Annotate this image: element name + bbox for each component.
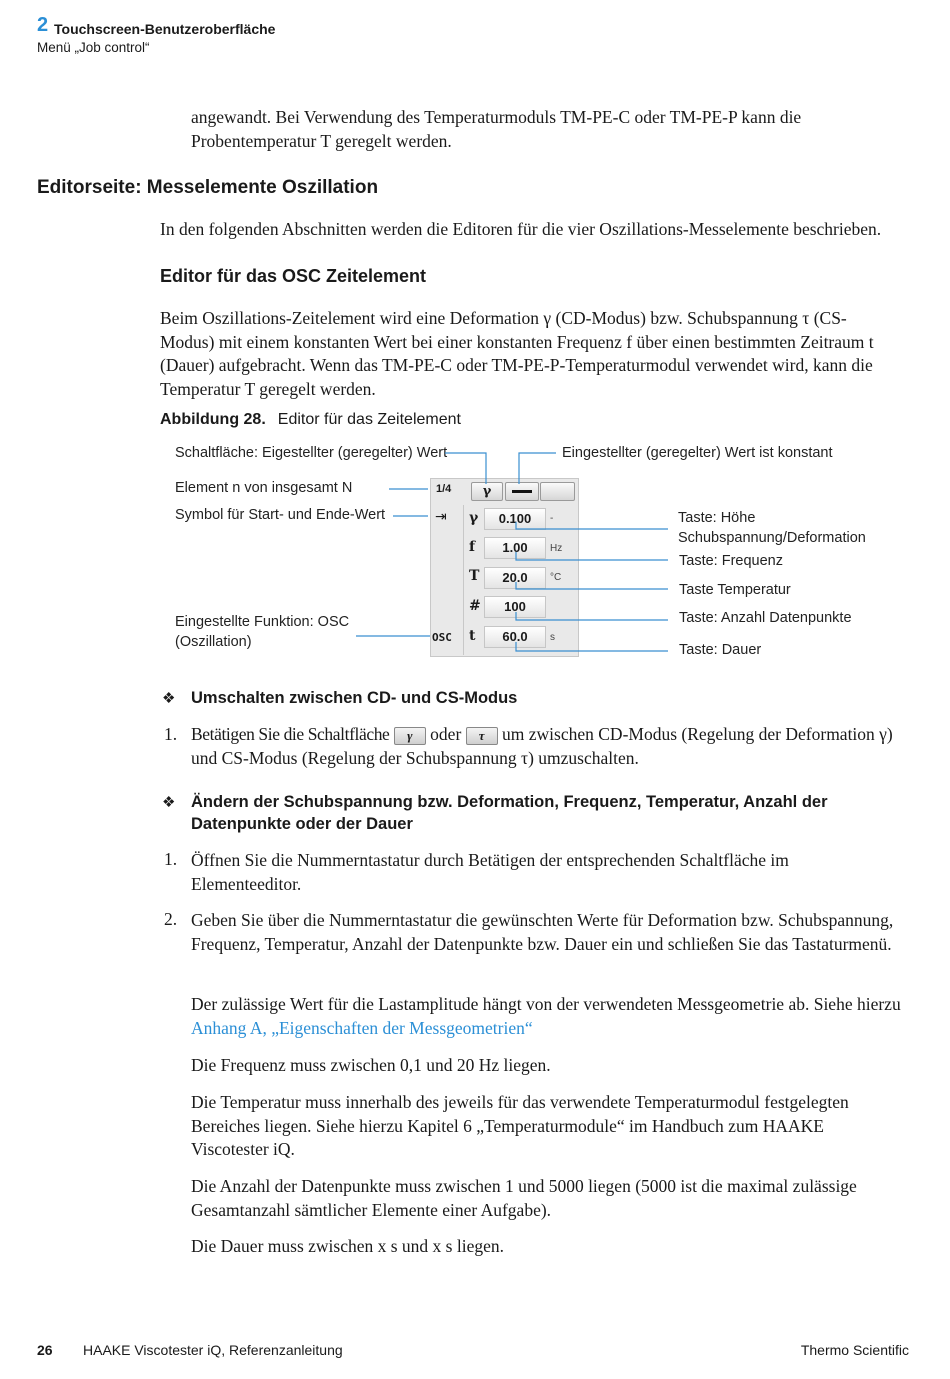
label-element-n: Element n von insgesamt N bbox=[175, 480, 353, 496]
deformation-unit: - bbox=[550, 513, 554, 524]
points-value-key[interactable]: 100 bbox=[484, 596, 546, 618]
subsection-paragraph: Beim Oszillations-Zeitelement wird eine Deformation γ (CD-Modus) bzw. Schubspannung τ (CS-Modus) mit einem konstanten Wert bei einer konstanten Frequenz f über einen bestimmten Zeitraum t (Dauer) aufgebracht. Wenn das TM-PE-C oder TM-PE-P-Temperaturmodul verwendet wird, kann die Temperatur T geregelt werden. bbox=[160, 308, 874, 399]
page-number: 26 bbox=[37, 1342, 53, 1358]
subsection-title: Editor für das OSC Zeitelement bbox=[160, 266, 427, 286]
label-function: Eingestellte Funktion: OSC (Oszillation) bbox=[175, 614, 350, 650]
footer-title: HAAKE Viscotester iQ, Referenzanleitung bbox=[83, 1342, 343, 1358]
chapter-number: 2 bbox=[37, 14, 49, 36]
datapoints-note: Die Anzahl der Datenpunkte muss zwischen 1 und 5000 liegen (5000 ist die maximal zulässige Gesamtanzahl sämtlicher Elemente einer Aufgabe). bbox=[191, 1176, 857, 1220]
task1-bullet: ❖ bbox=[162, 691, 176, 707]
row-label-temperature: T bbox=[469, 568, 480, 584]
figure-title: Editor für das Zeitelement bbox=[277, 411, 461, 428]
temperature-value-key[interactable]: 20.0 bbox=[484, 567, 546, 589]
row-label-duration: t bbox=[469, 628, 476, 644]
leader-key-height bbox=[516, 522, 668, 529]
appendix-link[interactable]: Anhang A, „Eigenschaften der Messgeometrien“ bbox=[191, 1017, 533, 1038]
label-start-end: Symbol für Start- und Ende-Wert bbox=[175, 507, 386, 523]
task1-title: Umschalten zwischen CD- und CS-Modus bbox=[191, 689, 518, 707]
task2-bullet: ❖ bbox=[162, 795, 176, 811]
task1-step1-text-c: um zwischen CD-Modus (Regelung der Deformation γ) und CS-Modus (Regelung der Schubspannung τ) umzuschalten. bbox=[191, 724, 893, 768]
tau-button[interactable]: τ bbox=[466, 727, 498, 745]
leader-key-frequency bbox=[516, 552, 668, 560]
task1-step1-num: 1. bbox=[164, 724, 178, 744]
load-note-text: Der zulässige Wert für die Lastamplitude hängt von der verwendeten Messgeometrie ab. Siehe hierzu bbox=[191, 994, 901, 1014]
element-counter: 1/4 bbox=[436, 483, 452, 495]
chapter-title: Touchscreen-Benutzeroberfläche bbox=[54, 21, 276, 37]
figure-number: Abbildung 28. bbox=[160, 411, 266, 428]
temperature-note: Die Temperatur muss innerhalb des jeweils für das verwendete Temperaturmodul festgelegten Bereiches liegen. Siehe hierzu Kapitel 6 „Temperaturmodule“ im Handbuch zum HAAKE Viscotester iQ. bbox=[191, 1092, 849, 1159]
intro-paragraph: angewandt. Bei Verwendung des Temperaturmoduls TM-PE-C oder TM-PE-P kann die Probentemperatur T geregelt werden. bbox=[191, 107, 802, 151]
label-key-height: Taste: Höhe Schubspannung/Deformation bbox=[678, 510, 866, 546]
label-key-frequency: Taste: Frequenz bbox=[679, 553, 783, 569]
duration-note: Die Dauer muss zwischen x s und x s liegen. bbox=[191, 1236, 504, 1256]
label-key-temperature: Taste Temperatur bbox=[679, 582, 791, 598]
task1-step1-text-b: oder bbox=[430, 724, 462, 744]
section-breadcrumb: Menü „Job control“ bbox=[37, 40, 150, 55]
leader-setpoint bbox=[445, 453, 486, 484]
leader-key-points bbox=[516, 612, 668, 620]
frequency-note: Die Frequenz muss zwischen 0,1 und 20 Hz liegen. bbox=[191, 1055, 551, 1075]
leader-key-duration bbox=[516, 642, 668, 651]
duration-value-key[interactable]: 60.0 bbox=[484, 626, 546, 648]
task2-step1: Öffnen Sie die Nummerntastatur durch Betätigen der entsprechenden Schaltfläche im Elementeeditor. bbox=[191, 850, 789, 894]
section-paragraph: In den folgenden Abschnitten werden die Editoren für die vier Oszillations-Messelemente beschrieben. bbox=[160, 219, 882, 239]
mode-toggle-button[interactable]: γ bbox=[471, 482, 503, 501]
function-label: OSC bbox=[432, 631, 452, 644]
row-label-points: # bbox=[469, 598, 481, 614]
footer-brand: Thermo Scientific bbox=[800, 1342, 909, 1358]
label-key-points: Taste: Anzahl Datenpunkte bbox=[679, 610, 852, 626]
start-end-icon: ⇥ bbox=[435, 509, 447, 525]
task2-step1-num: 1. bbox=[164, 849, 178, 869]
task1-step1 bbox=[191, 723, 911, 770]
task2-title: Ändern der Schubspannung bzw. Deformation, Frequenz, Temperatur, Anzahl der Datenpunkte oder der Dauer bbox=[191, 793, 828, 833]
load-amplitude-note bbox=[191, 993, 911, 1040]
leader-key-temperature bbox=[516, 582, 668, 589]
frequency-unit: Hz bbox=[550, 543, 563, 554]
section-title: Editorseite: Messelemente Oszillation bbox=[37, 177, 379, 198]
temperature-unit: °C bbox=[550, 572, 562, 583]
gamma-button[interactable]: γ bbox=[394, 727, 426, 745]
task2-step2: Geben Sie über die Nummerntastatur die gewünschten Werte für Deformation bzw. Schubspannung, Frequenz, Temperatur, Anzahl der Datenpunkte bzw. Dauer ein und schließen Sie das Tastaturmenü. bbox=[191, 910, 894, 954]
deformation-value-key[interactable]: 0.100 bbox=[484, 508, 546, 530]
label-key-duration: Taste: Dauer bbox=[679, 642, 762, 658]
row-label-frequency: f bbox=[469, 539, 476, 555]
duration-unit: s bbox=[550, 632, 555, 643]
row-label-gamma: γ bbox=[469, 510, 479, 526]
label-setpoint-button: Schaltfläche: Eigestellter (geregelter) Wert bbox=[175, 445, 448, 461]
task2-step2-num: 2. bbox=[164, 909, 178, 929]
label-constant: Eingestellter (geregelter) Wert ist konstant bbox=[562, 445, 833, 461]
task1-step1-text-a: Betätigen Sie die Schaltfläche bbox=[191, 724, 390, 744]
frequency-value-key[interactable]: 1.00 bbox=[484, 537, 546, 559]
leader-constant bbox=[519, 453, 556, 484]
